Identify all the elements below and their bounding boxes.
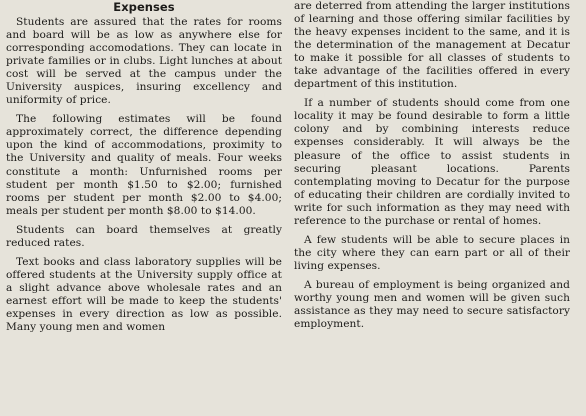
- left-column: [6, 0, 282, 416]
- section-heading: Expenses: [113, 0, 175, 14]
- paragraph-textbooks: Text books and class laboratory supplies will be offered students at the University supply office at a slight advance above wholesale rates and an earnest effort will be made to keep the students' expenses in every direction as low as possible. Many young men and women: [6, 255, 282, 334]
- paragraph-continuation: are deterred from attending the larger institutions of learning and those offering similar facilities by the heavy expenses incident to the same, and it is the determination of the management at Decatur to make it possible for all classes of students to take advantage of the facilities offered in every department of this institution.: [294, 0, 570, 91]
- right-column: [294, 0, 570, 416]
- paragraph-rates: Students are assured that the rates for rooms and board will be as low as anywhere else for corresponding accomodations. They can locate in private families or in clubs. Light lunches at about cost will be served at the campus under the University auspices, insuring excellency and uniformity of price.: [6, 16, 282, 107]
- paragraph-colony: If a number of students should come from one locality it may be found desirable to form a little colony and by combining interests reduce expenses considerably. It will always be the pleasure of the office to assist students in securing pleasant locations. Parents contemplating moving to Decatur for the purpose of educating their children are cordially invited to write for such information as they may need with reference to the purchase or rental of homes.: [294, 97, 570, 227]
- paragraph-employment-bureau: A bureau of employment is being organized and worthy young men and women will be given such assistance as they may need to secure satisfactory employment.: [294, 278, 570, 331]
- paragraph-estimates: The following estimates will be found approximately correct, the difference depending upon the kind of accommodations, proximity to the University and quality of meals. Four weeks constitute a month: Unfurnished rooms per student per month $1.50 to $2.00; furnished rooms per student per month $2.00 to $4.00; meals per student per month $8.00 to $14.00.: [6, 113, 282, 217]
- paragraph-board: Students can board themselves at greatly reduced rates.: [6, 223, 282, 249]
- paragraph-earn-living: A few students will be able to secure places in the city where they can earn part or all of their living expenses.: [294, 233, 570, 272]
